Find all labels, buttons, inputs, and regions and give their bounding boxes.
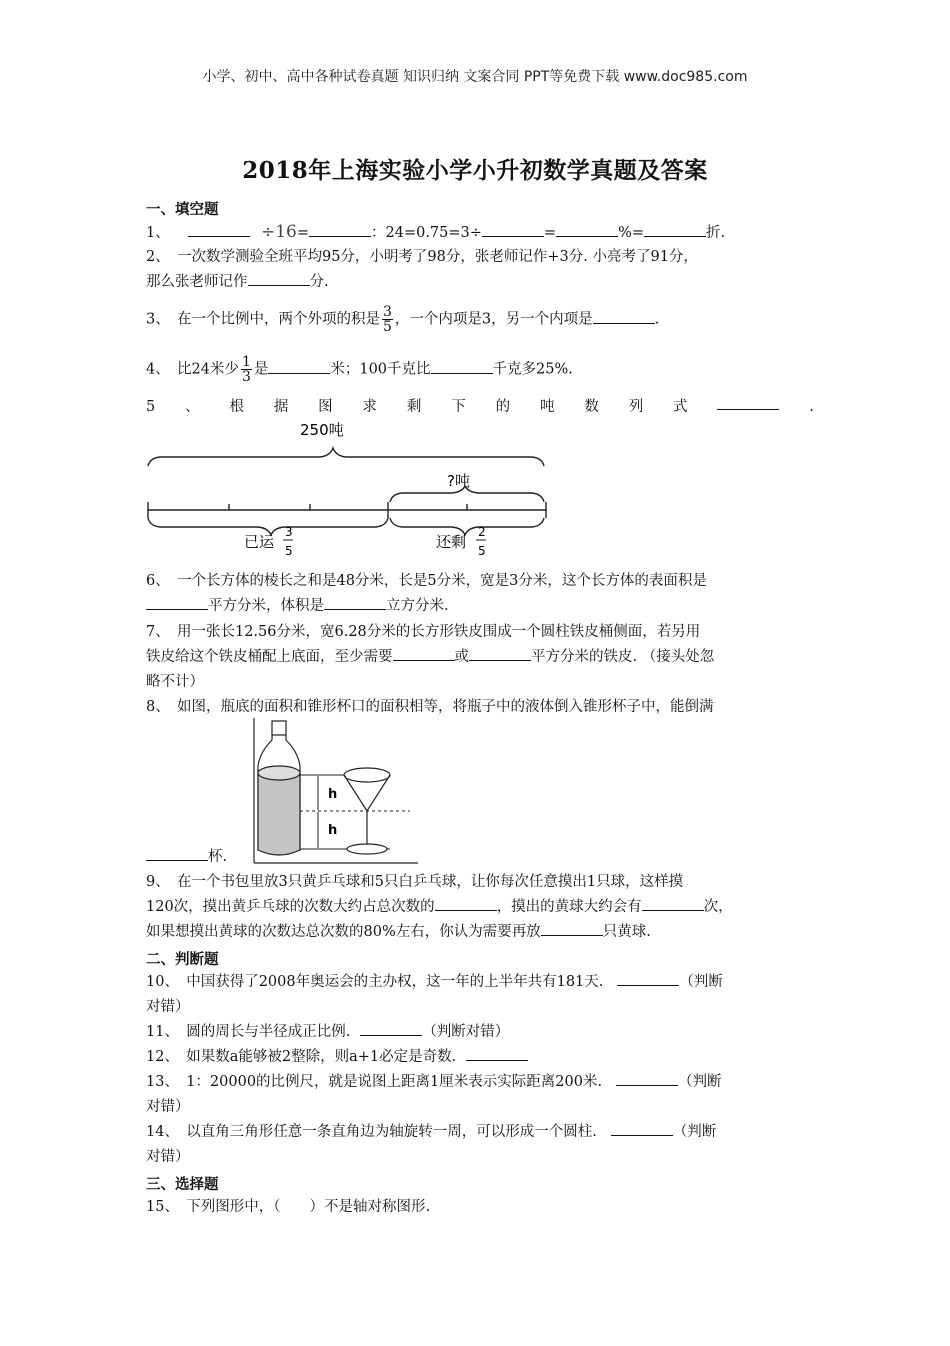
shipped-label: 已运 [244,533,275,551]
q7-text: 铁皮给这个铁皮桶配上底面，至少需要 [146,649,393,665]
answer-blank[interactable] [644,222,706,237]
question-12 [146,1045,814,1070]
question-9 [146,870,814,945]
answer-blank[interactable] [541,921,603,936]
q7-line3: 略不计） [146,674,204,690]
q11-text: 11、 圆的周长与半径成正比例. [146,1024,351,1040]
question-4 [146,355,814,384]
question-13 [146,1070,814,1120]
q1-text: = [296,225,309,241]
liquid-surface [258,766,300,780]
q9-text: 次， [703,899,733,915]
q6-text: 立方分米. [386,598,449,614]
question-8-answer [146,845,814,870]
q3-text: . [654,311,660,328]
q5-char: 据 [273,399,289,415]
answer-blank[interactable] [616,1071,678,1086]
q5-char: 根 [229,399,244,415]
question-14 [146,1120,814,1170]
q15-text: 15、 下列图形中，（ ）不是轴对称图形. [146,1199,431,1215]
q14-line2: 对错） [146,1149,190,1165]
q6-text: 平方分米，体积是 [208,598,324,614]
answer-blank[interactable] [324,595,386,610]
q5-char: 、 [185,399,200,415]
q13-line2: 对错） [146,1099,190,1115]
answer-blank[interactable] [469,646,531,661]
bottle-liquid [258,773,300,855]
bottle-cap [272,721,286,735]
q5-char: . [809,399,814,415]
q5-char: 数 [584,399,599,415]
answer-blank[interactable] [431,359,493,374]
q4-text: 米；100千克比 [330,361,431,378]
answer-blank[interactable] [146,595,208,610]
fraction-denominator: 5 [478,544,486,558]
q12-text: 12、 如果数a能够被2整除，则a+1必定是奇数. [146,1049,457,1065]
q10-text: （判断 [679,974,723,990]
question-8 [146,695,814,720]
tonnage-diagram [140,418,560,566]
answer-blank[interactable] [309,222,371,237]
total-label: 250吨 [300,421,344,439]
fraction [382,305,393,334]
q8-line1: 8、 如图，瓶底的面积和锥形杯口的面积相等，将瓶子中的液体倒入锥形杯子中，能倒满 [146,699,714,715]
q9-text: 只黄球. [602,924,651,940]
remaining-label: 还剩 [436,533,467,551]
q5-char: 下 [451,399,466,415]
q9-text: 120次，摸出黄乒乓球的次数大约占总次数的 [146,899,435,915]
answer-blank[interactable] [435,896,497,911]
height-label: h [328,787,338,802]
question-label: ?吨 [447,472,470,490]
q10-line2: 对错） [146,999,190,1015]
section-heading-fill: 一、填空题 [146,202,219,218]
remaining-top-brace [390,486,544,502]
fraction-denominator: 5 [382,319,392,335]
answer-blank[interactable] [248,271,310,286]
q7-text: 或 [454,649,469,665]
answer-blank[interactable] [617,971,679,986]
q9-text: 如果想摸出黄球的次数达总次数的80%左右，你认为需要再放 [146,924,541,940]
q1-divisor: ÷16 [260,222,297,242]
answer-blank[interactable] [268,359,330,374]
q11-text: （判断对错） [422,1024,510,1040]
answer-blank[interactable] [393,646,455,661]
fraction-denominator: 5 [285,544,293,558]
page-header: 小学、初中、高中各种试卷真题 知识归纳 文案合同 PPT等免费下载 www.doc985.com [202,69,748,85]
question-15 [146,1195,814,1220]
q4-text: 4、 比24米少 [146,361,239,378]
q5-char: 吨 [539,399,555,415]
fraction-numerator: 2 [478,525,486,539]
top-brace [148,448,544,466]
q1-text: 折. [706,225,726,241]
answer-blank[interactable] [482,222,544,237]
q8-text: 杯. [208,849,228,865]
answer-blank[interactable] [593,309,655,324]
q9-text: ，摸出的黄球大约会有 [496,899,642,915]
q3-text: ，一个内项是3，另一个内项是 [394,311,593,328]
q14-text: （判断 [672,1124,717,1140]
q2-text: 分. [309,274,329,290]
section-heading-choice: 三、选择题 [146,1177,219,1193]
q14-text: 14、 以直角三角形任意一条直角边为轴旋转一周，可以形成一个圆柱. [146,1124,597,1140]
fraction-denominator: 3 [241,369,251,385]
fraction [241,355,252,384]
q7-text: 平方分米的铁皮. （接头处忽 [531,649,715,665]
q5-char: 式 [673,399,688,415]
q1-text: = [543,225,557,241]
q7-line1: 7、 用一张长12.56分米，宽6.28分米的长方形铁皮围成一个圆柱铁皮桶侧面，若另用 [146,624,701,640]
answer-blank[interactable] [188,222,250,237]
answer-blank[interactable] [642,896,704,911]
q6-line1: 6、 一个长方体的棱长之和是48分米，长是5分米，宽是3分米，这个长方体的表面积是 [146,573,707,589]
q5-char: 剩 [406,399,422,415]
page-title: 2018年上海实验小学小升初数学真题及答案 [242,157,708,184]
question-11 [146,1020,814,1045]
fraction-numerator: 3 [382,304,392,320]
q4-text: 千克多25%. [492,361,573,378]
q1-text: ：24=0.75=3÷ [371,225,482,241]
q1-text: %= [618,225,645,241]
question-1 [146,220,814,246]
section-heading-judge: 二、判断题 [146,952,219,968]
answer-blank[interactable] [611,1121,673,1136]
q1-number: 1、 [146,225,170,241]
answer-blank[interactable] [360,1021,422,1036]
question-3 [146,305,814,334]
remaining-brace [390,518,544,535]
question-7 [146,620,814,695]
q13-text: 13、 1：20000的比例尺，就是说图上距离1厘米表示实际距离200米. [146,1074,603,1090]
answer-blank[interactable] [717,395,779,410]
cone-cup-rim [344,768,390,782]
q13-text: （判断 [678,1074,722,1090]
fraction-numerator: 3 [285,525,293,539]
q2-text: 那么张老师记作 [146,274,248,290]
question-6 [146,569,814,619]
q9-line1: 9、 在一个书包里放3只黄乒乓球和5只白乒乓球，让你每次任意摸出1只球，这样摸 [146,874,684,890]
q5-char: 5 [146,399,156,415]
q5-char: 图 [318,399,333,415]
q5-char: 求 [362,399,378,415]
answer-blank[interactable] [556,222,618,237]
answer-blank[interactable] [466,1046,528,1061]
q2-line1: 2、 一次数学测验全班平均95分，小明考了98分，张老师记作+3分. 小亮考了91分， [146,249,698,265]
fraction-numerator: 1 [241,354,251,370]
answer-blank[interactable] [146,846,208,861]
question-5 [146,395,814,420]
q4-text: 是 [253,361,269,378]
q10-text: 10、 中国获得了2008年奥运会的主办权，这一年的上半年共有181天. [146,974,604,990]
height-label: h [328,823,338,838]
q5-char: 的 [495,399,511,415]
q5-char: 列 [628,399,644,415]
question-10 [146,970,814,1020]
q3-text: 3、 在一个比例中，两个外项的积是 [146,311,380,328]
question-2 [146,245,814,295]
